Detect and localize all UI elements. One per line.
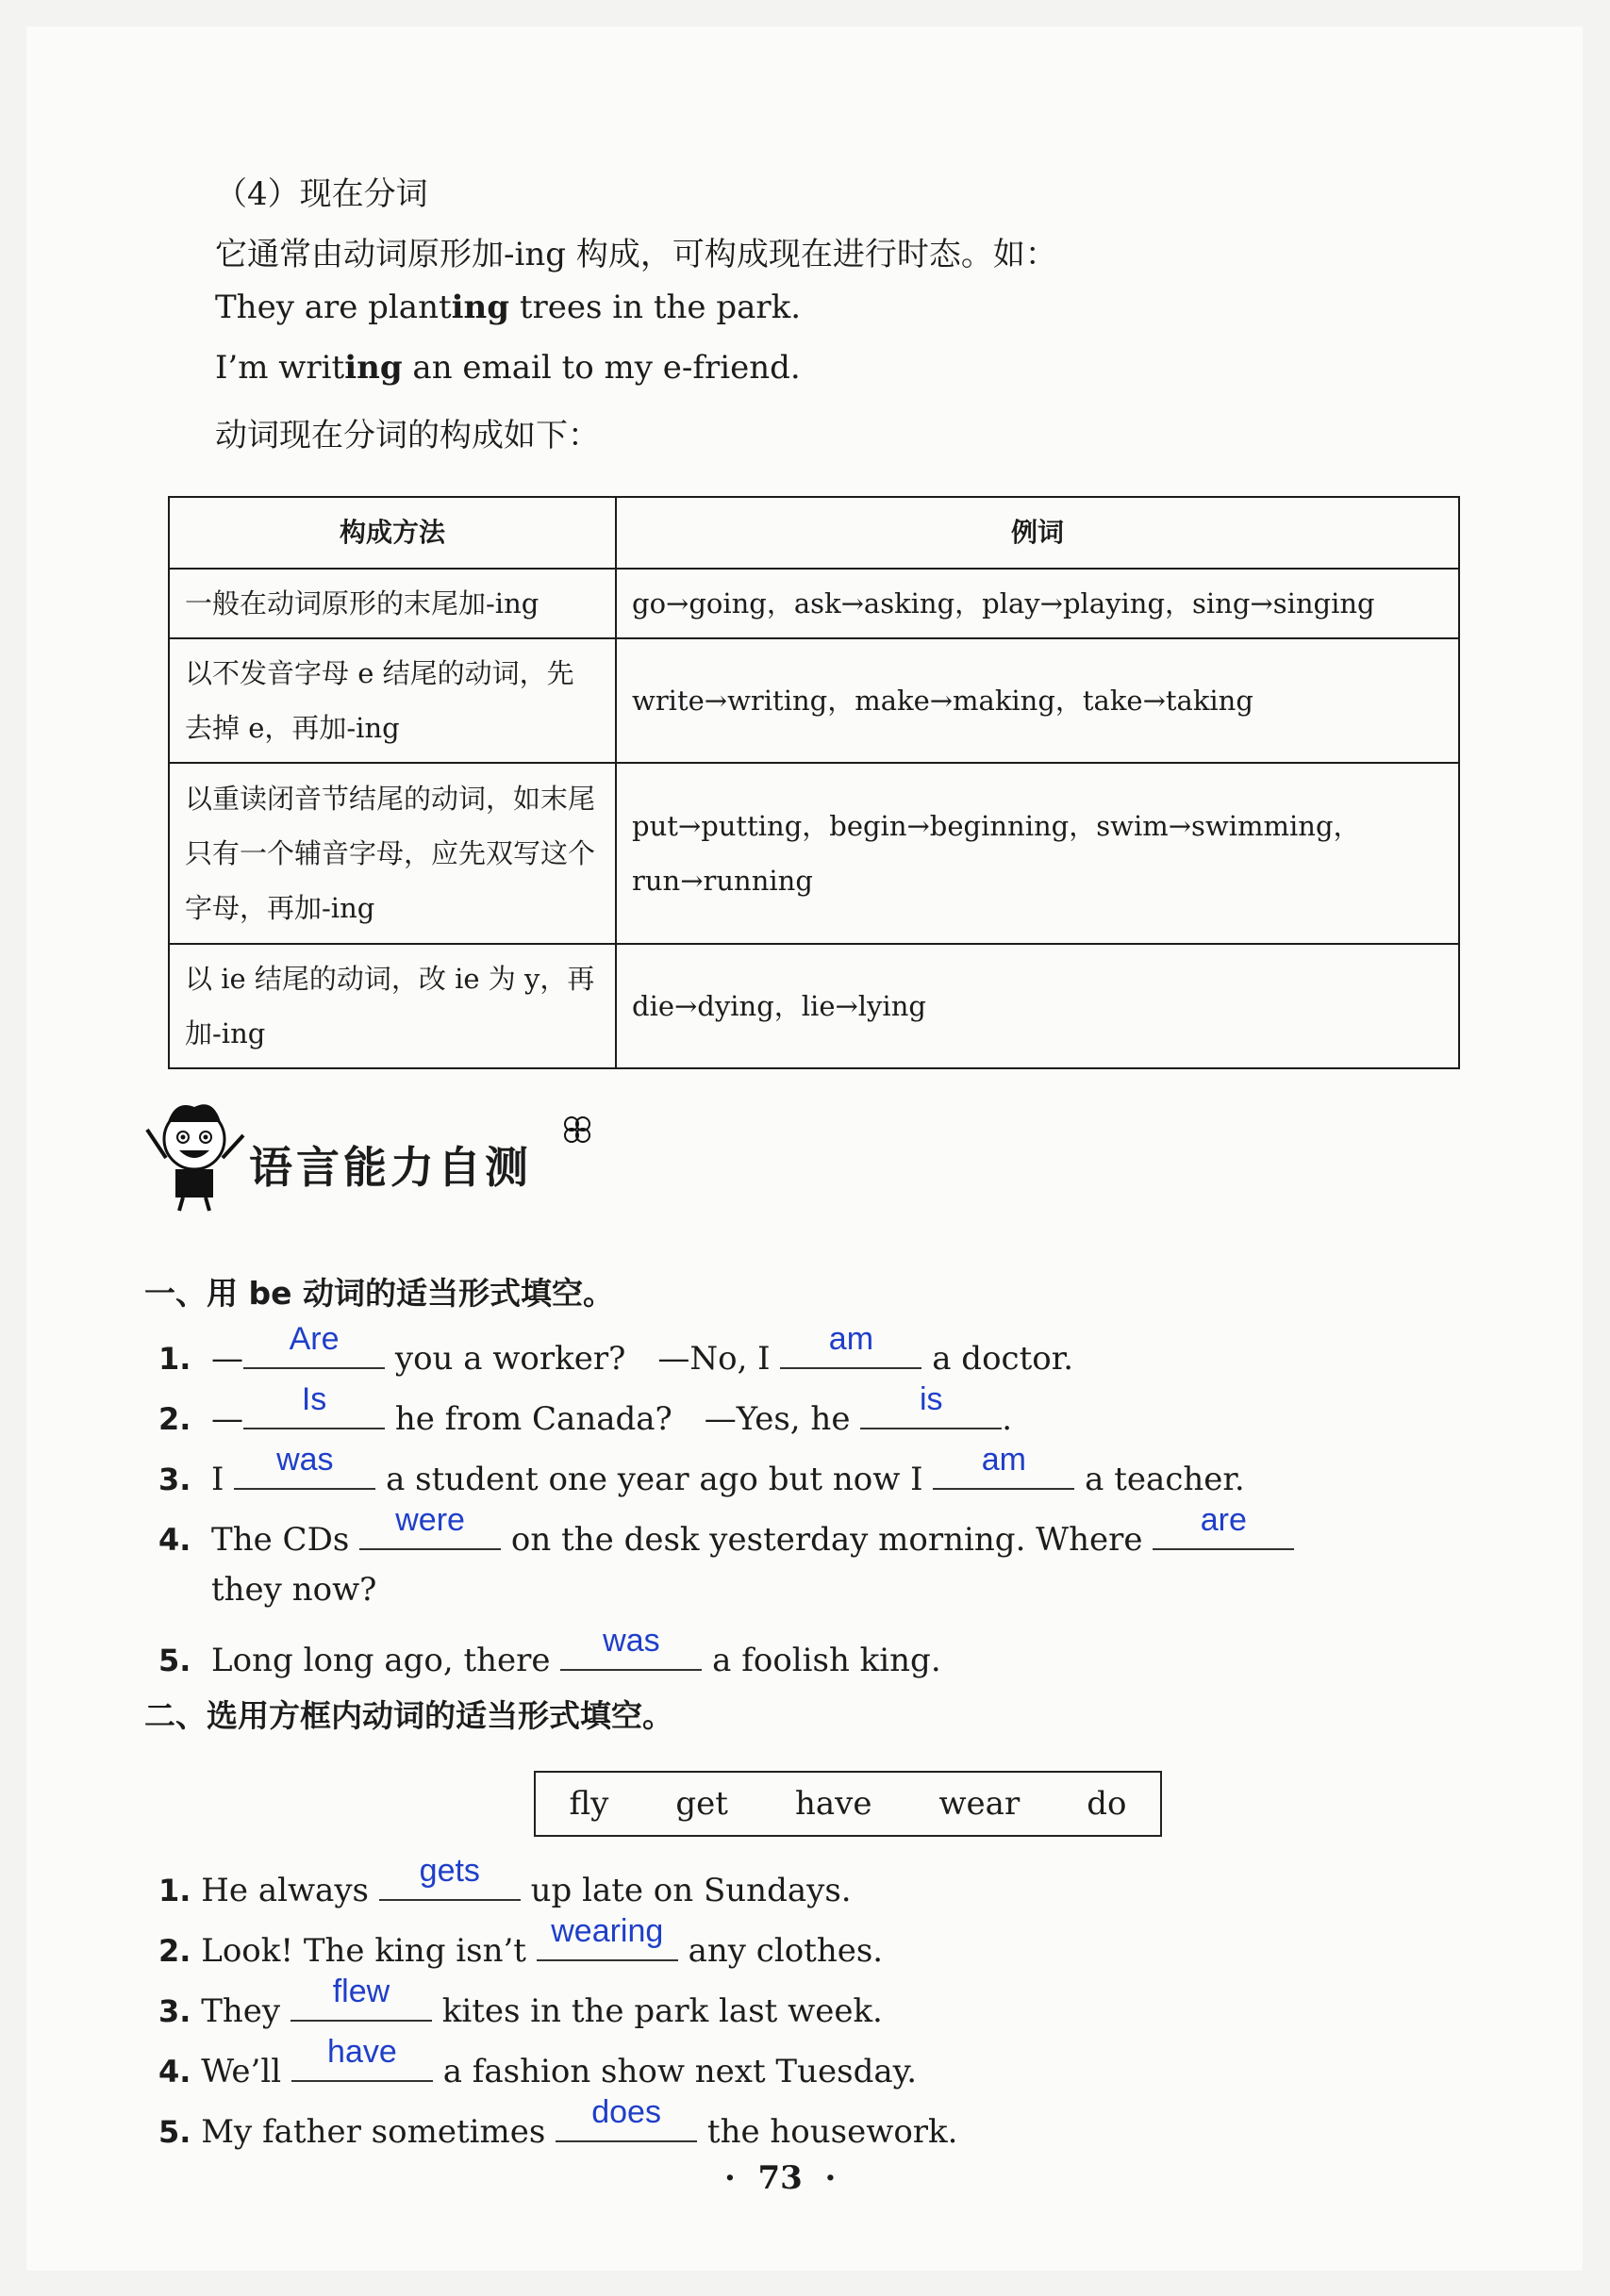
- answer-blank[interactable]: does: [556, 2103, 697, 2142]
- table-row: [169, 763, 1459, 944]
- word-box-item: have: [794, 1785, 872, 1823]
- table-cell-examples: put→putting，begin→beginning，swim→swimming，run→running: [616, 763, 1459, 944]
- list-item: 1. — Are you a worker? —No, I am a doctor.: [158, 1321, 1074, 1378]
- table-cell-method: 一般在动词原形的末尾加-ing: [169, 569, 616, 638]
- page-number: · 73 ·: [724, 2159, 837, 2197]
- table-header-method: 构成方法: [169, 497, 616, 569]
- list-item: 3. I was a student one year ago but now I am a teacher.: [158, 1442, 1245, 1498]
- participle-table: [168, 496, 1460, 1069]
- list-item: 4. The CDs were on the desk yesterday morning. Where are: [158, 1511, 1294, 1559]
- table-cell-method: 以不发音字母 e 结尾的动词，先去掉 e，再加-ing: [169, 638, 616, 763]
- flower-icon: [558, 1111, 596, 1148]
- table-header-examples: 例词: [616, 497, 1459, 569]
- answer-blank[interactable]: was: [560, 1631, 702, 1671]
- list-item: 5. My father sometimes does the housework.: [158, 2094, 958, 2151]
- list-item: 5. Long long ago, there was a foolish king.: [158, 1623, 941, 1679]
- table-row: [169, 638, 1459, 763]
- list-item: 1. He always gets up late on Sundays.: [158, 1853, 852, 1909]
- page: [26, 26, 1583, 2271]
- table-intro: 动词现在分词的构成如下：: [215, 417, 600, 454]
- answer-blank[interactable]: wearing: [537, 1922, 678, 1961]
- example-sentence-2: I’m writing an email to my e-friend.: [215, 349, 801, 387]
- answer-blank[interactable]: was: [234, 1450, 375, 1490]
- word-box-item: do: [1087, 1785, 1127, 1823]
- table-header-row: [169, 497, 1459, 569]
- table-cell-method: 以 ie 结尾的动词，改 ie 为 y，再加-ing: [169, 944, 616, 1068]
- section-banner-title: 语言能力自测: [249, 1142, 532, 1193]
- answer-blank[interactable]: am: [780, 1330, 921, 1369]
- word-box-item: fly: [569, 1785, 609, 1823]
- subtitle: （4）现在分词: [215, 175, 428, 213]
- table-row: [169, 569, 1459, 638]
- list-item: 3. They flew kites in the park last week.: [158, 1974, 883, 2030]
- list-item: 4. We’ll have a fashion show next Tuesday.: [158, 2034, 918, 2090]
- answer-blank[interactable]: have: [291, 2042, 433, 2082]
- word-box: [534, 1771, 1162, 1837]
- section-banner: [138, 1092, 628, 1224]
- table-cell-method: 以重读闭音节结尾的动词，如末尾只有一个辅音字母，应先双写这个字母，再加-ing: [169, 763, 616, 944]
- list-item: 2. — Is he from Canada? —Yes, he is .: [158, 1381, 1013, 1438]
- word-box-item: wear: [938, 1785, 1021, 1823]
- answer-blank[interactable]: Is: [243, 1390, 385, 1429]
- cartoon-kid-icon: [138, 1092, 251, 1214]
- section1-heading: 一、用 be 动词的适当形式填空。: [144, 1275, 614, 1312]
- table-cell-examples: die→dying，lie→lying: [616, 944, 1459, 1068]
- answer-blank[interactable]: Are: [243, 1330, 385, 1369]
- table-cell-examples: write→writing，make→making，take→taking: [616, 638, 1459, 763]
- answer-blank[interactable]: were: [359, 1511, 501, 1550]
- definition: 它通常由动词原形加-ing 构成，可构成现在进行时态。如：: [215, 236, 1057, 273]
- word-box-item: get: [675, 1785, 728, 1823]
- answer-blank[interactable]: flew: [290, 1982, 432, 2022]
- answer-blank[interactable]: is: [860, 1390, 1002, 1429]
- answer-blank[interactable]: am: [933, 1450, 1074, 1490]
- list-item: 2. Look! The king isn’t wearing any clothes.: [158, 1913, 884, 1970]
- table-row: [169, 944, 1459, 1068]
- answer-blank[interactable]: are: [1153, 1511, 1294, 1550]
- example-sentence-1: They are planting trees in the park.: [215, 289, 802, 326]
- list-item-continuation: they now?: [211, 1571, 377, 1609]
- table-cell-examples: go→going，ask→asking，play→playing，sing→singing: [616, 569, 1459, 638]
- section2-heading: 二、选用方框内动词的适当形式填空。: [144, 1697, 673, 1734]
- answer-blank[interactable]: gets: [379, 1861, 521, 1901]
